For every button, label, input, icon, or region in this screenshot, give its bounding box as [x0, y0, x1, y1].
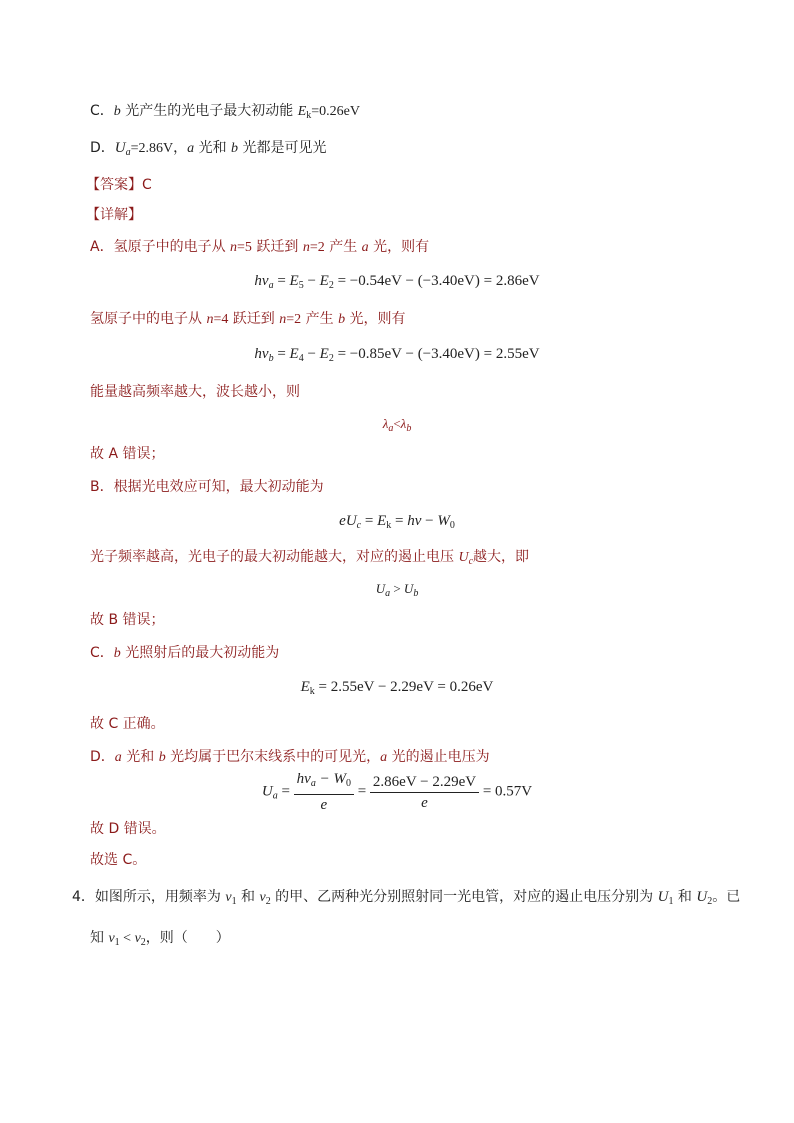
photon-line [90, 548, 529, 571]
operator: − [421, 513, 438, 529]
question-text: 知 [90, 930, 109, 946]
question-text: 的甲、乙两种光分别照射同一光电管，对应的遏止电压分别为 [270, 889, 658, 905]
var-b: b [158, 750, 166, 765]
value: =2.86V， [130, 141, 188, 156]
question-text: 如图所示，用频率为 [94, 889, 226, 905]
var-lambda: λ [400, 416, 407, 431]
operator: = [361, 513, 378, 529]
a-wrong: 故 A 错误； [90, 446, 165, 462]
section-text: 氢原子中的电子从 [90, 311, 207, 327]
denominator-part: e [421, 794, 428, 811]
operator: > [390, 581, 404, 596]
section-a [90, 238, 429, 257]
option-label: D． [90, 140, 115, 156]
subscript: a [310, 778, 316, 789]
choose-line: 故选 C。 [90, 852, 147, 868]
subscript: 4 [298, 353, 304, 364]
var-e: E [289, 273, 299, 289]
section-text: 产生 [324, 239, 362, 255]
subscript: 1 [231, 896, 237, 907]
fraction-denominator [370, 793, 479, 812]
numerator-part: hν [296, 771, 311, 787]
var-e: E [319, 346, 329, 362]
var-n: n [302, 240, 310, 255]
detail-heading: 【详解】 [86, 207, 142, 223]
subscript: a [272, 790, 278, 802]
question-number: 4． [72, 889, 95, 905]
var-a: a [114, 750, 122, 765]
var-lambda: λ [382, 416, 389, 431]
question-text: 。已 [712, 889, 741, 905]
var-n: n [230, 240, 238, 255]
operator: = [353, 783, 370, 800]
section-text: 光，则有 [345, 311, 406, 327]
var-e: E [297, 104, 307, 119]
var-nu: ν [261, 273, 269, 289]
section-text: 越大，即 [473, 549, 530, 565]
subscript: b [413, 588, 419, 599]
section-text: D． [90, 749, 115, 765]
section-text: 跃迁到 [228, 311, 280, 327]
subscript: a [268, 280, 274, 291]
question-text: 和 [236, 889, 260, 905]
subscript: 2 [328, 280, 334, 291]
var-a: a [380, 750, 388, 765]
equation-5 [0, 770, 794, 814]
fraction-2 [370, 773, 479, 812]
var-h: h [254, 346, 262, 362]
var-nu: ν [259, 890, 266, 905]
value: =2 [286, 312, 302, 327]
subscript: 0 [345, 778, 351, 789]
fraction-numerator: 2.86eV − 2.29eV [370, 773, 479, 793]
subscript: b [406, 423, 412, 434]
operator: < [119, 931, 135, 946]
equation-4 [0, 677, 794, 702]
var-e: E [289, 346, 299, 362]
answer-line: 【答案】C [86, 177, 152, 193]
numerator-part: − W [315, 771, 346, 787]
var-b: b [113, 646, 121, 661]
var-a: a [187, 141, 195, 156]
operator: − [303, 273, 320, 289]
section-text: A．氢原子中的电子从 [90, 239, 231, 255]
subscript: a [385, 588, 391, 599]
section-b: B．根据光电效应可知，最大初动能为 [90, 479, 324, 495]
equation-rest: = −0.54eV − (−3.40eV) = 2.86eV [333, 273, 540, 289]
var-b: b [231, 141, 239, 156]
var-n: n [206, 312, 214, 327]
c-correct: 故 C 正确。 [90, 716, 165, 732]
fraction-1 [294, 770, 354, 814]
operator: = [391, 513, 408, 529]
var-u: U [458, 550, 469, 565]
var-u: U [114, 140, 126, 156]
fraction-denominator [294, 795, 354, 814]
section-text: C． [90, 645, 114, 661]
section-text: 跃迁到 [251, 239, 303, 255]
option-text: 光产生的光电子最大初动能 [120, 103, 298, 119]
var-nu: ν [134, 931, 141, 946]
option-label: C． [90, 103, 114, 119]
equation-1 [0, 271, 794, 296]
option-d [90, 139, 327, 162]
var-b: b [338, 312, 346, 327]
equation-rest: = 2.55eV − 2.29eV = 0.26eV [314, 679, 494, 695]
var-nu: ν [225, 890, 232, 905]
equation-2 [0, 344, 794, 369]
section-d [90, 748, 490, 767]
var-u: U [696, 889, 708, 905]
subscript: c [468, 556, 474, 567]
var-u: U [261, 783, 273, 800]
option-c [90, 102, 360, 125]
subscript: 1 [114, 937, 120, 948]
var-h: h [407, 513, 415, 529]
section-text: 光均属于巴尔末线系中的可见光， [165, 749, 381, 765]
value: =0.26eV [311, 104, 360, 119]
section-text: 光照射后的最大初动能为 [120, 645, 280, 661]
var-nu: ν [414, 513, 422, 529]
ua-ub-comparison [0, 579, 794, 604]
subscript: 2 [328, 353, 334, 364]
question-4-line-1 [72, 888, 740, 911]
subscript: k [309, 686, 315, 697]
operator: < [393, 416, 401, 431]
section-text: 光的遏止电压为 [387, 749, 490, 765]
subscript: 5 [298, 280, 304, 291]
var-u: U [375, 581, 386, 596]
energy-line: 能量越高频率越大，波长越小，则 [90, 384, 300, 400]
var-nu: ν [261, 346, 269, 362]
operator: = [277, 783, 294, 800]
question-text: 和 [673, 889, 697, 905]
section-text: 产生 [301, 311, 339, 327]
operator: = [273, 273, 290, 289]
var-e: E [377, 513, 387, 529]
var-nu: ν [108, 931, 115, 946]
equation-result: = 0.57V [479, 783, 533, 800]
operator: − [303, 346, 320, 362]
option-text: 光都是可见光 [238, 140, 327, 156]
value: =5 [237, 240, 252, 255]
value: =2 [309, 240, 325, 255]
subscript: a [125, 147, 131, 158]
var-e: E [300, 679, 310, 695]
question-4-line-2 [90, 929, 230, 952]
subscript: a [388, 423, 394, 434]
var-u: U [657, 889, 669, 905]
subscript: k [386, 520, 392, 531]
var-a: a [361, 240, 369, 255]
var-e: E [319, 273, 329, 289]
equation-3 [0, 511, 794, 536]
fraction-numerator [294, 770, 354, 795]
question-text: ，则（ ） [145, 930, 230, 946]
var-u: U [345, 513, 357, 529]
subscript: c [356, 520, 362, 531]
lambda-comparison [0, 414, 794, 439]
section-c [90, 644, 279, 663]
b-wrong: 故 B 错误； [90, 612, 165, 628]
equation-rest: = −0.85eV − (−3.40eV) = 2.55eV [333, 346, 540, 362]
var-u: U [403, 581, 414, 596]
operator: = [273, 346, 290, 362]
transition-b-line [90, 310, 406, 329]
section-text: 光和 [121, 749, 159, 765]
var-b: b [113, 104, 121, 119]
subscript: 2 [707, 896, 713, 907]
subscript: 2 [140, 937, 146, 948]
subscript: 2 [265, 896, 271, 907]
var-w: W [437, 513, 450, 529]
subscript: k [306, 110, 312, 121]
var-h: h [254, 273, 262, 289]
var-n: n [279, 312, 287, 327]
subscript: b [268, 353, 274, 364]
section-text: 光子频率越高，光电子的最大初动能越大，对应的遏止电压 [90, 549, 459, 565]
value: =4 [213, 312, 229, 327]
denominator-part: e [320, 797, 328, 813]
subscript: 1 [668, 896, 674, 907]
d-wrong: 故 D 错误。 [90, 821, 166, 837]
section-text: 光，则有 [368, 239, 430, 255]
option-text: 光和 [194, 140, 232, 156]
var-e: e [339, 513, 346, 529]
subscript: 0 [449, 520, 455, 531]
